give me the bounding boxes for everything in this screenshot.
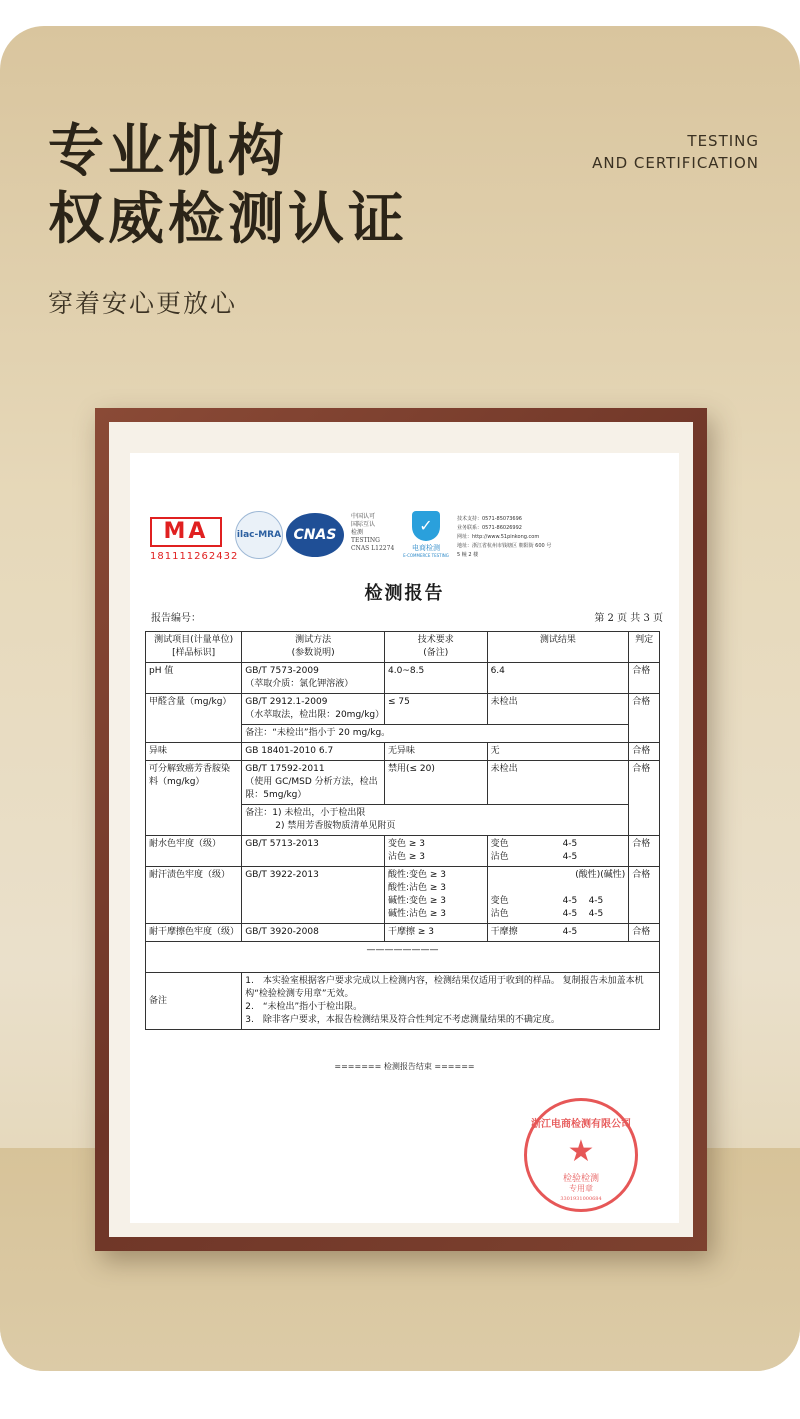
result-pair <box>491 895 626 908</box>
result-pair <box>491 926 626 939</box>
requirement-text: 变色 ≥ 3 <box>388 839 425 849</box>
table-row <box>146 663 660 694</box>
cnas-accreditation-text <box>351 513 394 553</box>
result-label: 沾色 <box>490 852 509 862</box>
table-row <box>146 867 660 924</box>
row-result: 6.4 <box>487 663 629 694</box>
requirement-text: 沾色 ≥ 3 <box>388 852 425 862</box>
row-result: 未检出 <box>487 694 629 725</box>
result-value: 4-5 <box>562 927 578 937</box>
row-result <box>487 836 629 867</box>
result-label: 沾色 <box>490 909 509 919</box>
method-text: GB/T 2912.1-2009 <box>245 697 328 707</box>
method-text: （萃取介质：氯化钾溶液） <box>245 679 354 689</box>
remark-text: 1. 本实验室根据客户要求完成以上检测内容，检测结果仅适用于收到的样品。 复制报告未加盖本机构“检验检测专用章”无效。 <box>245 976 644 999</box>
row-requirement <box>385 836 488 867</box>
row-method <box>242 694 385 725</box>
requirement-text: 碱性:沾色 ≥ 3 <box>388 909 447 919</box>
contact-line: 业务联系：0571-86026992 <box>457 525 522 531</box>
row-judgement: 合格 <box>629 663 660 694</box>
hero-title-line2: 权威检测认证 <box>48 187 408 252</box>
table-remarks-row <box>146 973 660 1030</box>
row-judgement: 合格 <box>629 924 660 942</box>
cnas-logo: CNAS <box>286 513 344 557</box>
picture-frame <box>95 408 707 1251</box>
remark-text: 2. “未检出”指小于检出限。 <box>245 1002 363 1012</box>
result-value: 4-5 <box>562 852 578 862</box>
row-item: 耐汗渍色牢度（级） <box>146 867 242 924</box>
contact-line: 技术支持：0571-85073696 <box>457 516 522 522</box>
frame-mat <box>109 422 693 1237</box>
report-number-label: 报告编号： <box>151 613 201 624</box>
cnas-text-line: 国际互认 <box>351 521 376 528</box>
hero-title-line1: 专业机构 <box>48 119 288 184</box>
result-pair <box>491 908 626 921</box>
ecommerce-testing-logo <box>400 511 452 558</box>
remark-text: 3. 除非客户要求，本报告检测结果及符合性判定不考虑测量结果的不确定度。 <box>245 1015 560 1025</box>
table-row <box>146 836 660 867</box>
row-judgement: 合格 <box>629 836 660 867</box>
requirement-text: 酸性:沾色 ≥ 3 <box>388 883 447 893</box>
row-requirement <box>385 867 488 924</box>
row-judgement: 合格 <box>629 761 660 836</box>
row-method: GB/T 5713-2013 <box>242 836 385 867</box>
cnas-text-line: CNAS L12274 <box>351 545 395 552</box>
result-label: 变色 <box>490 896 509 906</box>
note-text: 2) 禁用芳香胺物质清单见附页 <box>275 821 396 831</box>
star-icon: ★ <box>567 1134 595 1169</box>
note-text: 备注：1) 未检出，小于检出限 <box>245 808 366 818</box>
method-text: GB/T 7573-2009 <box>245 666 319 676</box>
stamp-line1: 检验检测 <box>562 1174 599 1184</box>
official-seal-stamp <box>524 1098 638 1212</box>
row-method: GB/T 3920-2008 <box>242 924 385 942</box>
result-value: 4-5 <box>588 896 604 906</box>
remarks-content <box>242 973 660 1030</box>
row-note <box>242 805 629 836</box>
contact-line: 地址：浙江省杭州市钱塘区 朝阳街 600 号 <box>457 543 552 549</box>
remarks-label: 备注 <box>146 973 242 1030</box>
row-result <box>487 867 629 924</box>
result-label: 干摩擦 <box>490 927 518 937</box>
cma-number: 181111262432 <box>150 551 239 562</box>
certification-logos <box>130 511 679 571</box>
cma-logo <box>150 517 238 562</box>
english-tagline-line1: TESTING <box>687 132 759 150</box>
header-text: [样品标识] <box>172 648 216 658</box>
contact-line: 5 幢 2 楼 <box>457 552 479 558</box>
row-item: 耐干摩擦色牢度（级） <box>146 924 242 942</box>
stamp-line2: 专用章 <box>569 1184 593 1193</box>
table-divider-row <box>146 942 660 973</box>
ilac-mra-logo: ilac-MRA <box>235 511 283 559</box>
cnas-text-line: 中国认可 <box>351 513 376 520</box>
row-requirement: 4.0~8.5 <box>385 663 488 694</box>
test-report-document <box>130 453 679 1223</box>
row-requirement: ≤ 75 <box>385 694 488 725</box>
header-text: (备注) <box>423 648 449 658</box>
divider-cell: ———————— <box>146 942 660 973</box>
contact-line: 网址：http://www.51pinkong.com <box>457 534 540 540</box>
stamp-company-name: 浙江电商检测有限公司 <box>531 1119 631 1130</box>
header-text: 技术要求 <box>417 635 454 645</box>
header-text: 测试项目(计量单位) <box>154 635 234 645</box>
header-item <box>146 632 242 663</box>
row-method <box>242 663 385 694</box>
page-indicator: 第 2 页 共 3 页 <box>594 613 663 624</box>
cnas-text-line: 检测 <box>351 529 364 536</box>
result-pair <box>491 838 626 851</box>
test-results-table <box>145 631 660 1030</box>
header-text: 测试方法 <box>295 635 332 645</box>
lab-contact-info <box>457 515 551 560</box>
row-item: 耐水色牢度（级） <box>146 836 242 867</box>
row-method: GB/T 3922-2013 <box>242 867 385 924</box>
row-requirement: 干摩擦 ≥ 3 <box>385 924 488 942</box>
row-judgement: 合格 <box>629 694 660 743</box>
result-value: 4-5 <box>562 839 578 849</box>
shield-check-icon: ✓ <box>412 511 440 541</box>
ecom-logo-en: E-COMMERCE TESTING <box>403 553 449 558</box>
row-note: 备注：“未检出”指小于 20 mg/kg。 <box>242 725 629 743</box>
table-row <box>146 924 660 942</box>
report-title: 检测报告 <box>364 583 445 604</box>
table-row <box>146 743 660 761</box>
row-judgement: 合格 <box>629 743 660 761</box>
row-requirement: 禁用(≤ 20) <box>385 761 488 805</box>
row-result: 未检出 <box>487 761 629 805</box>
header-requirement <box>385 632 488 663</box>
row-result: 无 <box>487 743 629 761</box>
requirement-text: 酸性:变色 ≥ 3 <box>388 870 447 880</box>
row-item: 异味 <box>146 743 242 761</box>
hero-subtitle: 穿着安心更放心 <box>48 289 238 318</box>
table-header-row <box>146 632 660 663</box>
header-result: 测试结果 <box>487 632 629 663</box>
cnas-text-line: TESTING <box>351 537 380 544</box>
header-text: (参数说明) <box>291 648 335 658</box>
result-subheader: (酸性)(碱性) <box>575 870 626 880</box>
table-row <box>146 694 660 725</box>
ecom-logo-cn: 电商检测 <box>412 544 440 552</box>
table-row <box>146 761 660 805</box>
row-result <box>487 924 629 942</box>
method-text: （水萃取法，检出限：20mg/kg） <box>245 710 385 720</box>
report-end-line: ======= 检测报告结束 ====== <box>334 1062 475 1071</box>
row-item: 甲醛含量（mg/kg） <box>146 694 242 743</box>
method-text: GB/T 17592-2011 <box>245 764 325 774</box>
result-value: 4-5 <box>588 909 604 919</box>
row-judgement: 合格 <box>629 867 660 924</box>
result-pair <box>491 851 626 864</box>
row-method: GB 18401-2010 6.7 <box>242 743 385 761</box>
english-tagline-line2: AND CERTIFICATION <box>592 154 759 172</box>
hero-headline <box>48 118 408 254</box>
requirement-text: 碱性:变色 ≥ 3 <box>388 896 447 906</box>
result-value: 4-5 <box>562 909 578 919</box>
header-method <box>242 632 385 663</box>
header-judgement: 判定 <box>629 632 660 663</box>
stamp-number: 3301931000684 <box>560 1196 602 1202</box>
row-requirement: 无异味 <box>385 743 488 761</box>
method-text: （使用 GC/MSD 分析方法，检出限：5mg/kg） <box>245 777 378 800</box>
result-value: 4-5 <box>562 896 578 906</box>
english-tagline <box>592 130 759 174</box>
row-item: 可分解致癌芳香胺染料（mg/kg） <box>146 761 242 836</box>
row-item: pH 值 <box>146 663 242 694</box>
result-label: 变色 <box>490 839 509 849</box>
row-method <box>242 761 385 805</box>
cma-mark: MA <box>150 517 222 547</box>
